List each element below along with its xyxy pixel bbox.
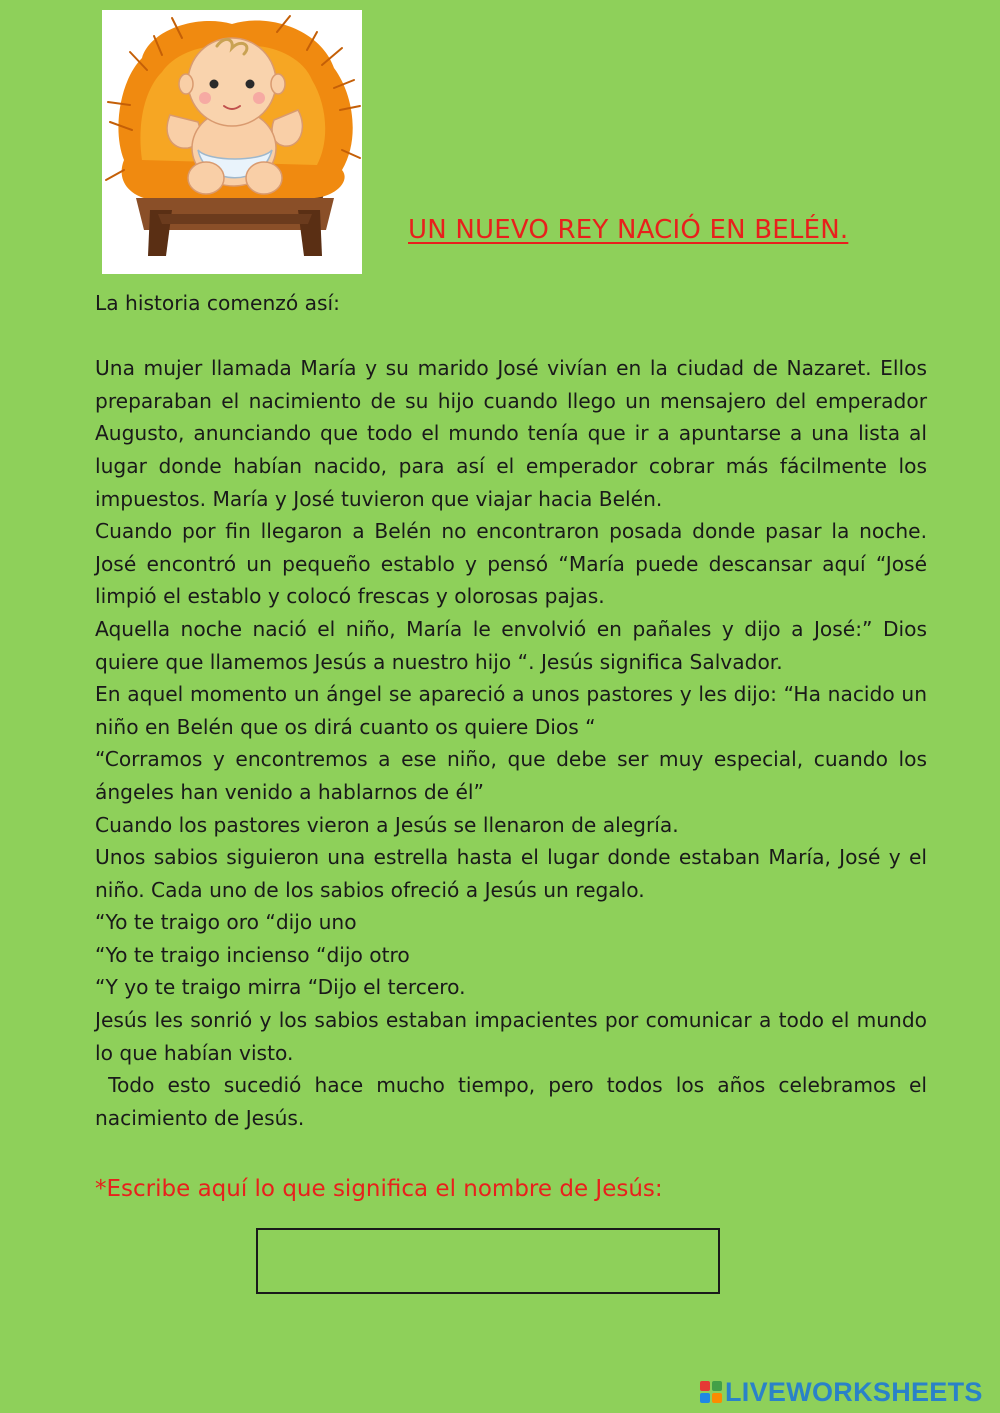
story-paragraph: “Yo te traigo oro “dijo uno: [95, 910, 357, 935]
story-intro: La historia comenzó así:: [95, 291, 340, 315]
brand-name: LIVEWORKSHEETS: [725, 1377, 983, 1407]
story-paragraph: Cuando por fin llegaron a Belén no encontraron posada donde pasar la noche. José encontró un pequeño establo y pensó “María puede descansar aquí “José limpió el establo y colocó frescas y olorosas pajas.: [95, 519, 934, 609]
story-paragraph: Cuando los pastores vieron a Jesús se llenaron de alegría.: [95, 812, 679, 837]
story-paragraph: Unos sabios siguieron una estrella hasta el lugar donde estaban María, José y el niño. Cada uno de los sabios ofreció a Jesús un regalo.: [95, 845, 934, 902]
story-paragraph: Jesús les sonrió y los sabios estaban impacientes por comunicar a todo el mundo lo que habían visto.: [95, 1008, 934, 1065]
story-paragraph: Todo esto sucedió hace mucho tiempo, pero todos los años celebramos el nacimiento de Jesús.: [95, 1073, 934, 1130]
story-paragraph: En aquel momento un ángel se apareció a unos pastores y les dijo: “Ha nacido un niño en Belén que os dirá cuanto os quiere Dios “: [95, 682, 934, 739]
baby-jesus-in-manger-icon: [102, 10, 362, 274]
story-paragraph: Aquella noche nació el niño, María le envolvió en pañales y dijo a José:” Dios quiere que llamemos Jesús a nuestro hijo “. Jesús significa Salvador.: [95, 616, 934, 674]
story-paragraph: Una mujer llamada María y su marido José vivían en la ciudad de Nazaret. Ellos preparaban el nacimiento de su hijo cuando llego un mensajero del emperador Augusto, anunciando que todo el mundo tenía que ir a apuntarse a una lista al lugar donde habían nacido, para así el emperador cobrar más fácilmente los impuestos. María y José tuvieron que viajar hacia Belén.: [95, 356, 934, 511]
question-prompt: *Escribe aquí lo que significa el nombre de Jesús:: [95, 1176, 663, 1202]
story-paragraph: “Y yo te traigo mirra “Dijo el tercero.: [95, 975, 466, 1000]
page-title: UN NUEVO REY NACIÓ EN BELÉN.: [408, 215, 849, 245]
baby-jesus-illustration: [102, 10, 362, 274]
liveworksheets-logo-icon: [700, 1381, 722, 1403]
story-paragraph: “Yo te traigo incienso “dijo otro: [95, 942, 410, 967]
liveworksheets-branding: [700, 1377, 983, 1407]
answer-input[interactable]: [256, 1228, 720, 1294]
story-text: [95, 287, 934, 1134]
story-paragraph: “Corramos y encontremos a ese niño, que debe ser muy especial, cuando los ángeles han venido a hablarnos de él”: [95, 747, 934, 804]
